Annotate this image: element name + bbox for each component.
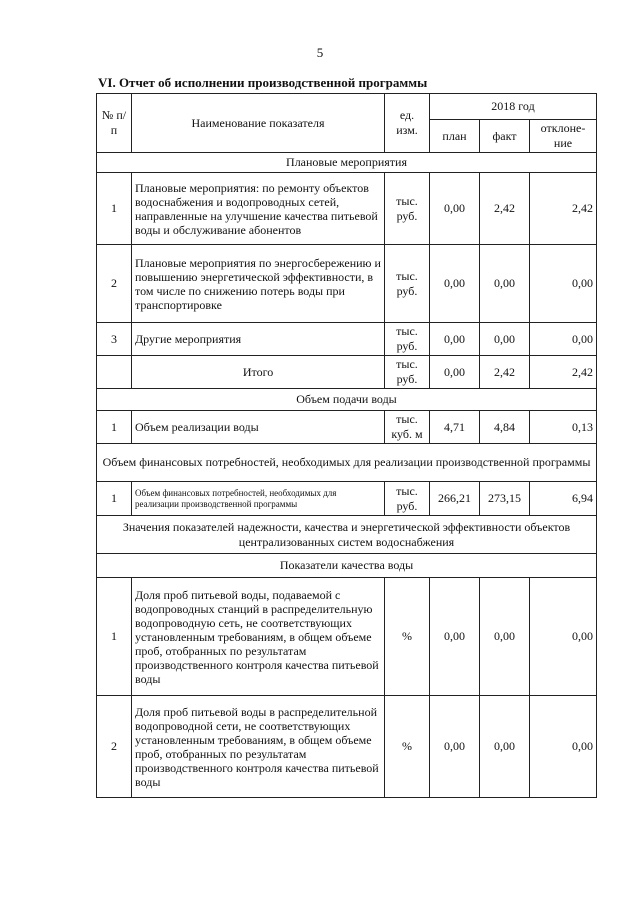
row-name: Плановые мероприятия по энергосбережению и повышению энергетической эффективности, в том числе по снижению потерь воды при транспортировке <box>132 245 385 323</box>
header-year: 2018 год <box>430 94 597 120</box>
total-deviation: 2,42 <box>530 356 597 389</box>
row-num: 2 <box>97 245 132 323</box>
row-unit: тыс. руб. <box>385 323 430 356</box>
row-fact: 2,42 <box>480 173 530 245</box>
row-plan: 4,71 <box>430 411 480 444</box>
row-plan: 266,21 <box>430 482 480 516</box>
row-deviation: 0,00 <box>530 323 597 356</box>
production-program-table <box>96 93 597 798</box>
row-deviation: 0,00 <box>530 245 597 323</box>
row-num: 1 <box>97 411 132 444</box>
table-header-row <box>97 94 597 120</box>
row-fact: 4,84 <box>480 411 530 444</box>
row-name: Объем финансовых потребностей, необходимых для реализации производственной программы <box>132 482 385 516</box>
row-deviation: 2,42 <box>530 173 597 245</box>
table-row <box>97 173 597 245</box>
row-plan: 0,00 <box>430 245 480 323</box>
total-fact: 2,42 <box>480 356 530 389</box>
row-num: 1 <box>97 578 132 696</box>
row-plan: 0,00 <box>430 173 480 245</box>
row-fact: 0,00 <box>480 696 530 798</box>
row-name: Объем реализации воды <box>132 411 385 444</box>
row-num: 1 <box>97 173 132 245</box>
total-num <box>97 356 132 389</box>
row-name: Доля проб питьевой воды в распределительной водопроводной сети, не соответствующих установленным требованиям, в общем объеме проб, отобранных по результатам производственного контроля качества питьевой воды <box>132 696 385 798</box>
row-deviation: 0,00 <box>530 696 597 798</box>
section-row <box>97 389 597 411</box>
section-row <box>97 554 597 578</box>
section-title-financial-needs: Объем финансовых потребностей, необходимых для реализации производственной программы <box>97 444 597 482</box>
section-title-water-quality: Показатели качества воды <box>97 554 597 578</box>
row-unit: тыс. руб. <box>385 245 430 323</box>
total-label: Итого <box>132 356 385 389</box>
section-title-water-supply: Объем подачи воды <box>97 389 597 411</box>
header-num: № п/п <box>97 94 132 153</box>
section-title-planned: Плановые мероприятия <box>97 153 597 173</box>
total-unit: тыс. руб. <box>385 356 430 389</box>
row-fact: 273,15 <box>480 482 530 516</box>
row-unit: % <box>385 696 430 798</box>
section-row <box>97 153 597 173</box>
header-plan: план <box>430 120 480 153</box>
row-deviation: 0,00 <box>530 578 597 696</box>
table-row <box>97 482 597 516</box>
table-row <box>97 411 597 444</box>
row-num: 1 <box>97 482 132 516</box>
row-deviation: 0,13 <box>530 411 597 444</box>
row-num: 2 <box>97 696 132 798</box>
header-unit: ед. изм. <box>385 94 430 153</box>
header-name: Наименование показателя <box>132 94 385 153</box>
row-fact: 0,00 <box>480 323 530 356</box>
section-row <box>97 444 597 482</box>
row-unit: тыс. куб. м <box>385 411 430 444</box>
table-row <box>97 696 597 798</box>
row-name: Доля проб питьевой воды, подаваемой с водопроводных станций в распределительную водопроводную сеть, не соответствующих установленным требованиям, в общем объеме проб, отобранных по результатам производственного контроля качества питьевой воды <box>132 578 385 696</box>
table-row <box>97 578 597 696</box>
total-row <box>97 356 597 389</box>
section-title: VI. Отчет об исполнении производственной программы <box>98 75 428 90</box>
table-row <box>97 245 597 323</box>
page-number: 5 <box>316 45 324 60</box>
row-plan: 0,00 <box>430 696 480 798</box>
row-plan: 0,00 <box>430 323 480 356</box>
row-unit: тыс. руб. <box>385 482 430 516</box>
row-name: Плановые мероприятия: по ремонту объектов водоснабжения и водопроводных сетей, направленные на улучшение качества питьевой воды и обслуживание абонентов <box>132 173 385 245</box>
row-name: Другие мероприятия <box>132 323 385 356</box>
row-unit: % <box>385 578 430 696</box>
table-row <box>97 323 597 356</box>
row-deviation: 6,94 <box>530 482 597 516</box>
section-row <box>97 516 597 554</box>
header-deviation: отклоне-ние <box>530 120 597 153</box>
row-fact: 0,00 <box>480 578 530 696</box>
row-plan: 0,00 <box>430 578 480 696</box>
total-plan: 0,00 <box>430 356 480 389</box>
row-num: 3 <box>97 323 132 356</box>
row-fact: 0,00 <box>480 245 530 323</box>
header-fact: факт <box>480 120 530 153</box>
section-title-reliability-indicators: Значения показателей надежности, качества и энергетической эффективности объектов централизованных систем водоснабжения <box>97 516 597 554</box>
row-unit: тыс. руб. <box>385 173 430 245</box>
